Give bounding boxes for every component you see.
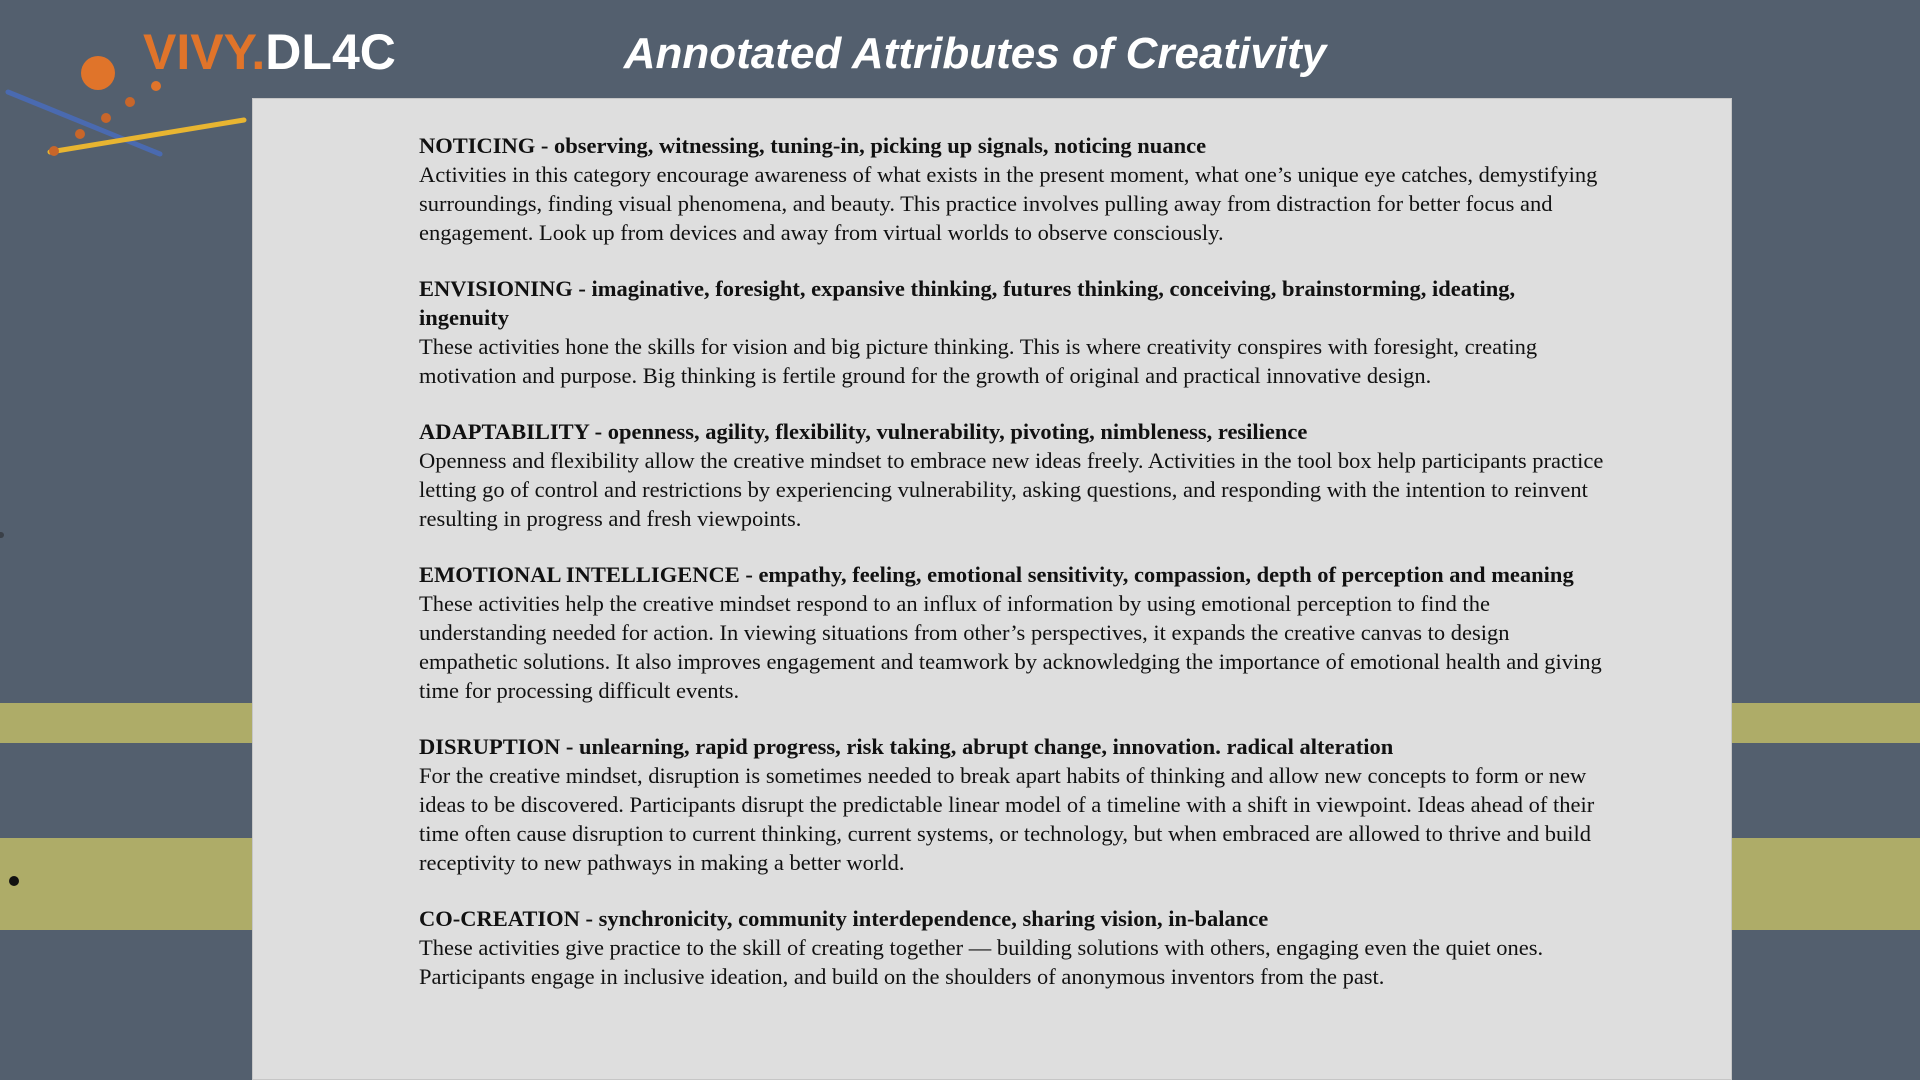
content-panel	[252, 98, 1732, 1080]
decor-dot	[151, 81, 161, 91]
brand-logo	[143, 22, 396, 82]
section-body: Openness and flexibility allow the creative mindset to embrace new ideas freely. Activities in the tool box help participants practice letting go of control and restrictions by experiencing vulnerability, asking questions, and responding with the intention to reinvent resulting in progress and fresh viewpoints.	[419, 448, 1604, 531]
attributes-list	[419, 131, 1609, 1018]
section-envisioning	[419, 274, 1609, 390]
section-noticing	[419, 131, 1609, 247]
slide-title: Annotated Attributes of Creativity	[623, 29, 1327, 78]
edge-marker	[0, 532, 4, 538]
section-heading: EMOTIONAL INTELLIGENCE - empathy, feeling, emotional sensitivity, compassion, depth of perception and meaning	[419, 562, 1574, 587]
section-heading: ADAPTABILITY - openness, agility, flexibility, vulnerability, pivoting, nimbleness, resilience	[419, 419, 1308, 444]
section-heading: ENVISIONING - imaginative, foresight, expansive thinking, futures thinking, conceiving, brainstorming, ideating, ingenuity	[419, 276, 1516, 330]
decor-dot-large	[81, 56, 115, 90]
section-body: These activities help the creative mindset respond to an influx of information by using emotional perception to find the understanding needed for action. In viewing situations from other’s perspectives, it expands the creative canvas to design empathetic solutions. It also improves engagement and teamwork by acknowledging the importance of emotional health and giving time for processing difficult events.	[419, 591, 1602, 703]
section-emotional-intelligence	[419, 560, 1609, 705]
section-body: Activities in this category encourage awareness of what exists in the present moment, what one’s unique eye catches, demystifying surroundings, finding visual phenomena, and beauty. This practice involves pulling away from distraction for better focus and engagement. Look up from devices and away from virtual worlds to observe consciously.	[419, 162, 1598, 245]
section-disruption	[419, 732, 1609, 877]
bullet-dot	[9, 876, 19, 886]
decor-dot	[101, 113, 111, 123]
decor-dot	[125, 97, 135, 107]
decor-dot	[75, 129, 85, 139]
section-heading: NOTICING - observing, witnessing, tuning-in, picking up signals, noticing nuance	[419, 133, 1207, 158]
section-heading: DISRUPTION - unlearning, rapid progress, risk taking, abrupt change, innovation. radical alteration	[419, 734, 1394, 759]
section-body: For the creative mindset, disruption is sometimes needed to break apart habits of thinking and allow new concepts to form or new ideas to be discovered. Participants disrupt the predictable linear model of a timeline with a shift in viewpoint. Ideas ahead of their time often cause disruption to current thinking, current systems, or technology, but when embraced are allowed to thrive and build receptivity to new pathways in making a better world.	[419, 763, 1595, 875]
section-body: These activities hone the skills for vision and big picture thinking. This is where creativity conspires with foresight, creating motivation and purpose. Big thinking is fertile ground for the growth of original and practical innovative design.	[419, 334, 1538, 388]
logo-text-vivy: VIVY.	[143, 24, 266, 80]
decor-dot	[49, 146, 59, 156]
section-body: These activities give practice to the skill of creating together — building solutions with others, engaging even the quiet ones. Participants engage in inclusive ideation, and build on the shoulders of anonymous inventors from the past.	[419, 935, 1544, 989]
section-adaptability	[419, 417, 1609, 533]
section-heading: CO-CREATION - synchronicity, community interdependence, sharing vision, in-balance	[419, 906, 1269, 931]
section-co-creation	[419, 904, 1609, 991]
logo-text-dl4c: DL4C	[265, 24, 396, 80]
